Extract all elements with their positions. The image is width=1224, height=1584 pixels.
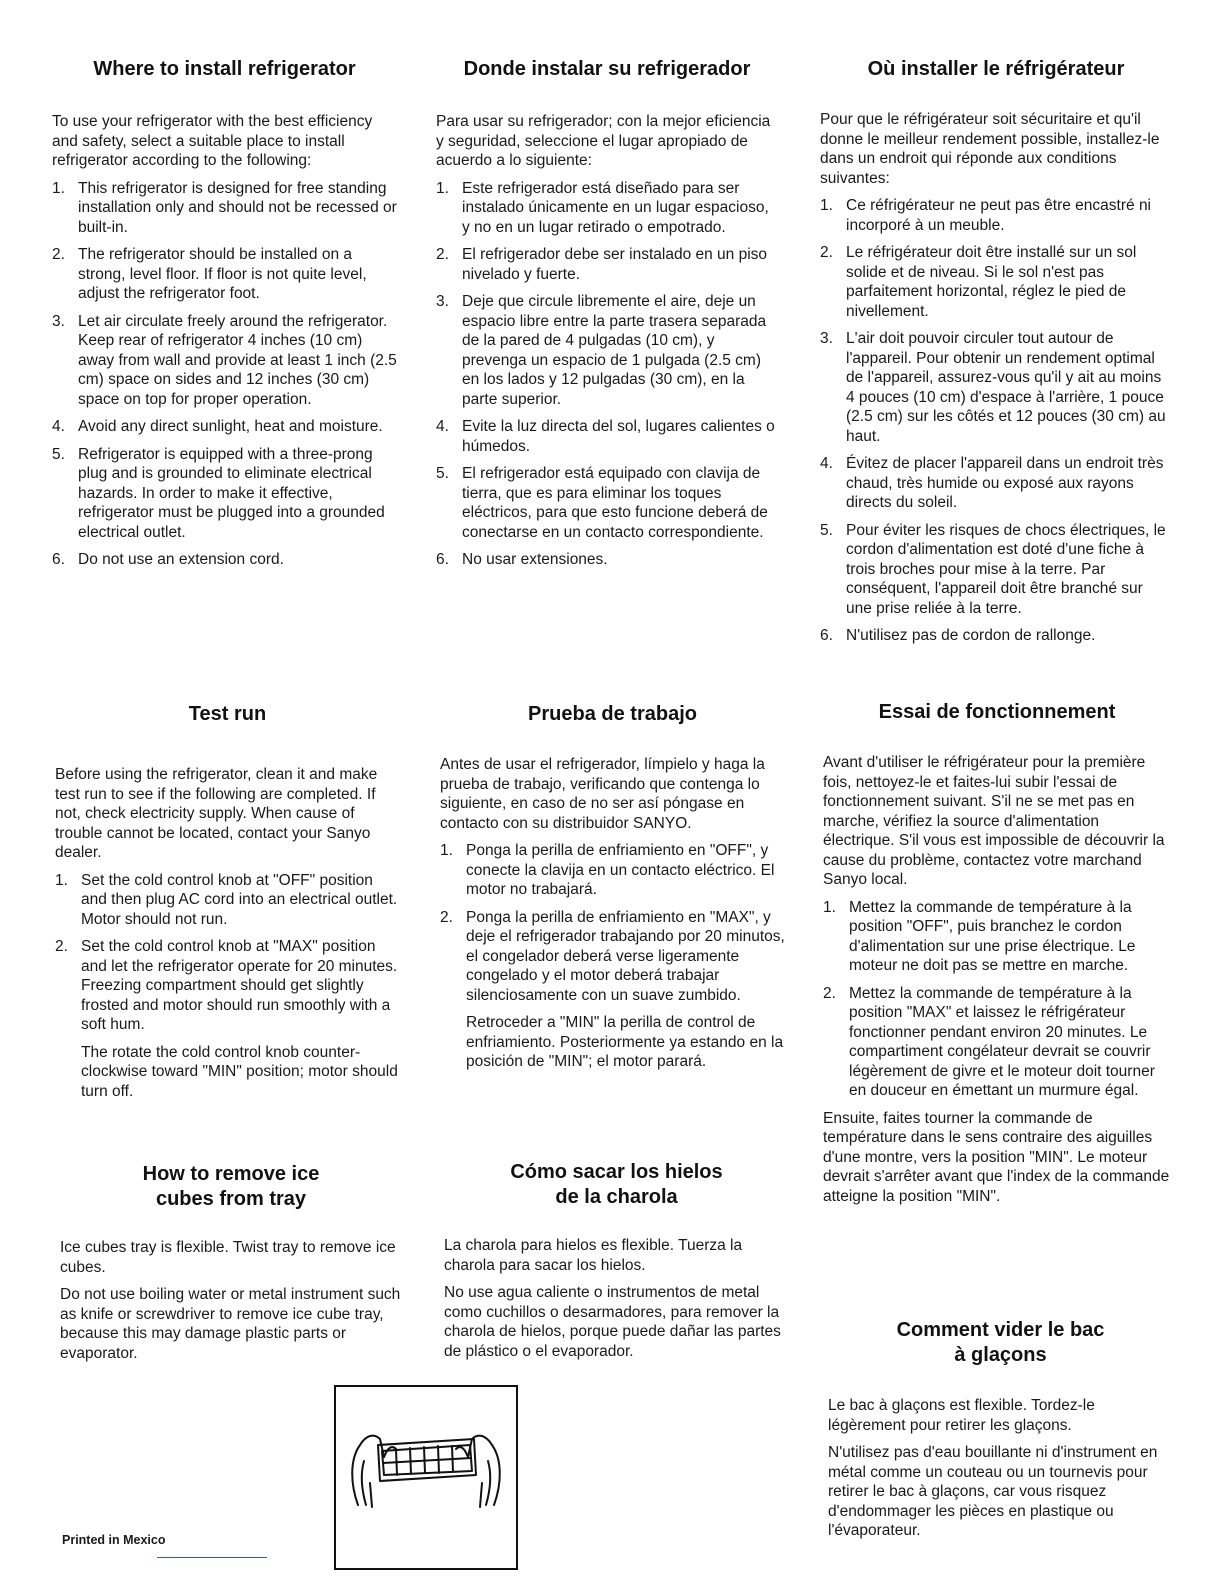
ice-title-en-line1: How to remove ice (142, 1163, 320, 1185)
list-item: 3. Let air circulate freely around the refrigerator. Keep rear of refrigerator 4 inches (10 cm) away from wall and provide at least 1 inch (2.5 cm) space on sides and 12 inches (30 cm) space on top for proper operation. (52, 312, 397, 408)
ice-p1-es: La charola para hielos es flexible. Tuerza la charola para sacar los hielos. (444, 1237, 743, 1274)
install-list-en (52, 179, 397, 570)
test-title-en: Test run (188, 703, 267, 725)
list-item: 2. Mettez la commande de température à la position "MAX" et laissez le réfrigérateur fonctionner pendant environ 20 minutes. Le compartiment congélateur devrait se couvrir légèrement de givre et le moteur doit tourner en douceur en émettant un murmure égal. (823, 984, 1155, 1099)
install-list-es (436, 179, 778, 570)
list-item: 1. Ce réfrigérateur ne peut pas être encastré ni incorporé à un meuble. (820, 197, 1152, 234)
install-section-en (52, 57, 397, 578)
hands-twisting-ice-tray-icon (336, 1387, 516, 1568)
ice-p2-es: No use agua caliente o instrumentos de metal como cuchillos o desarmadores, para remover la charola de hielos, porque puede dañar las partes de plástico o el evaporador. (444, 1284, 781, 1360)
footer-divider (157, 1557, 267, 1558)
test-section-es (440, 702, 785, 1080)
install-intro-fr: Pour que le réfrigérateur soit sécuritaire et qu'il donne le meilleur rendement possible, installez-le dans un endroit qui réponde aux conditions suivantes: (820, 111, 1160, 187)
install-intro-es: Para usar su refrigerador; con la mejor eficiencia y seguridad, seleccione el lugar apropiado de acuerdo a lo siguiente: (436, 113, 771, 169)
list-item: 1. This refrigerator is designed for free standing installation only and should not be recessed or built-in. (52, 179, 397, 236)
list-item: 1. Este refrigerador está diseñado para ser instalado únicamente en un lugar espacioso, y no en un lugar retirado o empotrado. (436, 179, 769, 236)
ice-title-es-line2: de la charola (555, 1186, 678, 1208)
test-intro-fr: Avant d'utiliser le réfrigérateur pour la première fois, nettoyez-le et faites-lui subir l'essai de fonctionnement suivant. S'il ne se met pas en marche, vérifiez la source d'alimentation électrique. S'il vous est impossible de découvrir la cause du problème, contactez votre marchand Sanyo local. (823, 754, 1165, 888)
test-section-fr (823, 700, 1171, 1214)
ice-title-es-line1: Cómo sacar los hielos (510, 1161, 723, 1183)
install-section-fr (820, 57, 1172, 654)
list-item: 1. Set the cold control knob at "OFF" position and then plug AC cord into an electrical outlet. Motor should not run. (55, 871, 398, 928)
list-item: 3. L'air doit pouvoir circuler tout autour de l'appareil. Pour obtenir un rendement optimal de l'appareil, assurez-vous qu'il y ait au moins 4 pouces (10 cm) d'espace à l'arrière, 1 pouce (2.5 cm) sur les côtés et 12 pouces (30 cm) au haut. (820, 330, 1166, 445)
ice-p2-fr: N'utilisez pas d'eau bouillante ni d'instrument en métal comme un couteau ou un tournevis pour retirer le bac à glaçons, car vous risquez d'endommager les pièces en plastique ou l'évaporateur. (828, 1444, 1158, 1539)
list-item: 2. Set the cold control knob at "MAX" position and let the refrigerator operate for 20 minutes. Freezing compartment should get slightly frosted and motor should run smoothly with a soft hum. (55, 938, 398, 1033)
list-item: 2. Ponga la perilla de enfriamiento en "MAX", y deje el refrigerador trabajando por 20 minutos, el congelador deberá verse ligeramente congelado y el motor deberá trabajar silenciosamente con un suave zumbido. (440, 908, 785, 1004)
list-item: 5. Pour éviter les risques de chocs électriques, le cordon d'alimentation est doté d'une fiche à trois broches pour mise à la terre. Par conséquent, l'appareil doit être branché sur une prise reliée à la terre. (820, 521, 1166, 617)
test-note-es: Retroceder a "MIN" la perilla de control de enfriamiento. Posteriormente ya estando en la posición de "MIN"; el motor parará. (466, 1014, 784, 1070)
test-title-fr: Essai de fonctionnement (878, 701, 1116, 723)
install-title-es: Donde instalar su refrigerador (463, 58, 751, 80)
install-title-fr: Où installer le réfrigérateur (867, 58, 1125, 80)
test-title-es: Prueba de trabajo (528, 703, 697, 725)
list-item: 6. No usar extensiones. (436, 551, 608, 568)
list-item: 6. N'utilisez pas de cordon de rallonge. (820, 627, 1096, 644)
ice-title-fr-line1: Comment vider le bac (896, 1319, 1105, 1341)
ice-tray-illustration (334, 1385, 518, 1570)
list-item: 3. Deje que circule libremente el aire, deje un espacio libre entre la parte trasera separada de la pared de 4 pulgadas (10 cm), y prevenga un espacio de 1 pulgada (2.5 cm) en los lados y 12 pulgadas (30 cm), en la parte superior. (436, 293, 767, 408)
list-item: 4. Avoid any direct sunlight, heat and moisture. (52, 418, 383, 435)
test-section-en (55, 702, 400, 1109)
test-intro-es: Antes de usar el refrigerador, límpielo y haga la prueba de trabajo, verificando que contenga lo siguiente, en caso de no ser así póngase en contacto con su distribuidor SANYO. (440, 756, 765, 832)
ice-section-en (60, 1162, 402, 1371)
list-item: 4. Evite la luz directa del sol, lugares calientes o húmedos. (436, 418, 775, 455)
list-item: 2. The refrigerator should be installed on a strong, level floor. If floor is not quite level, adjust the refrigerator foot. (52, 246, 367, 302)
list-item: 1. Mettez la commande de température à la position "OFF", puis branchez le cordon d'alimentation sur une prise électrique. Le moteur ne doit pas se mettre en marche. (823, 898, 1136, 974)
test-note-en: The rotate the cold control knob counter-clockwise toward "MIN" position; motor should turn off. (81, 1043, 398, 1100)
test-list-fr (823, 898, 1171, 1101)
ice-section-es (444, 1160, 789, 1369)
list-item: 1. Ponga la perilla de enfriamiento en "OFF", y conecte la clavija en un contacto eléctrico. El motor no trabajará. (440, 842, 775, 898)
test-list-en (55, 871, 400, 1035)
install-list-fr (820, 196, 1172, 646)
ice-section-fr (828, 1318, 1173, 1549)
ice-p1-en: Ice cubes tray is flexible. Twist tray to remove ice cubes. (60, 1239, 396, 1276)
printed-in-label: Printed in Mexico (62, 1533, 166, 1547)
test-note-fr: Ensuite, faites tourner la commande de température dans le sens contraire des aiguilles d'une montre, vers la position "MIN". Le moteur devrait s'arrêter avant que l'index de la commande atteigne la position "MIN". (823, 1109, 1170, 1205)
list-item: 2. El refrigerador debe ser instalado en un piso nivelado y fuerte. (436, 246, 768, 283)
list-item: 2. Le réfrigérateur doit être installé sur un sol solide et de niveau. Si le sol n'est pas parfaitement horizontal, réglez le pied de nivellement. (820, 244, 1137, 320)
ice-title-en (60, 1162, 402, 1212)
ice-title-fr (828, 1318, 1173, 1368)
install-title-en: Where to install refrigerator (93, 58, 356, 80)
list-item: 4. Évitez de placer l'appareil dans un endroit très chaud, très humide ou exposé aux rayons directs du soleil. (820, 455, 1164, 511)
install-section-es (436, 57, 778, 578)
ice-p1-fr: Le bac à glaçons est flexible. Tordez-le légèrement pour retirer les glaçons. (828, 1397, 1095, 1434)
ice-title-en-line2: cubes from tray (155, 1188, 307, 1210)
ice-p2-en: Do not use boiling water or metal instrument such as knife or screwdriver to remove ice cube tray, because this may damage plastic parts or evaporator. (60, 1286, 401, 1362)
list-item: 6. Do not use an extension cord. (52, 551, 284, 568)
ice-title-es (444, 1160, 789, 1210)
list-item: 5. Refrigerator is equipped with a three-prong plug and is grounded to eliminate electrical hazards. In order to make it effective, refrigerator must be plugged into a grounded electrical outlet. (52, 445, 385, 541)
install-intro-en: To use your refrigerator with the best efficiency and safety, select a suitable place to install refrigerator according to the following: (52, 113, 373, 169)
ice-title-fr-line2: à glaçons (954, 1344, 1047, 1366)
test-list-es (440, 841, 785, 1005)
test-intro-en: Before using the refrigerator, clean it and make test run to see if the following are completed. If not, check electricity supply. When cause of trouble cannot be located, contact your Sanyo dealer. (55, 766, 378, 861)
list-item: 5. El refrigerador está equipado con clavija de tierra, que es para eliminar los toques eléctricos, para que esto funcione deberá de conectarse en un contacto correspondiente. (436, 465, 768, 541)
